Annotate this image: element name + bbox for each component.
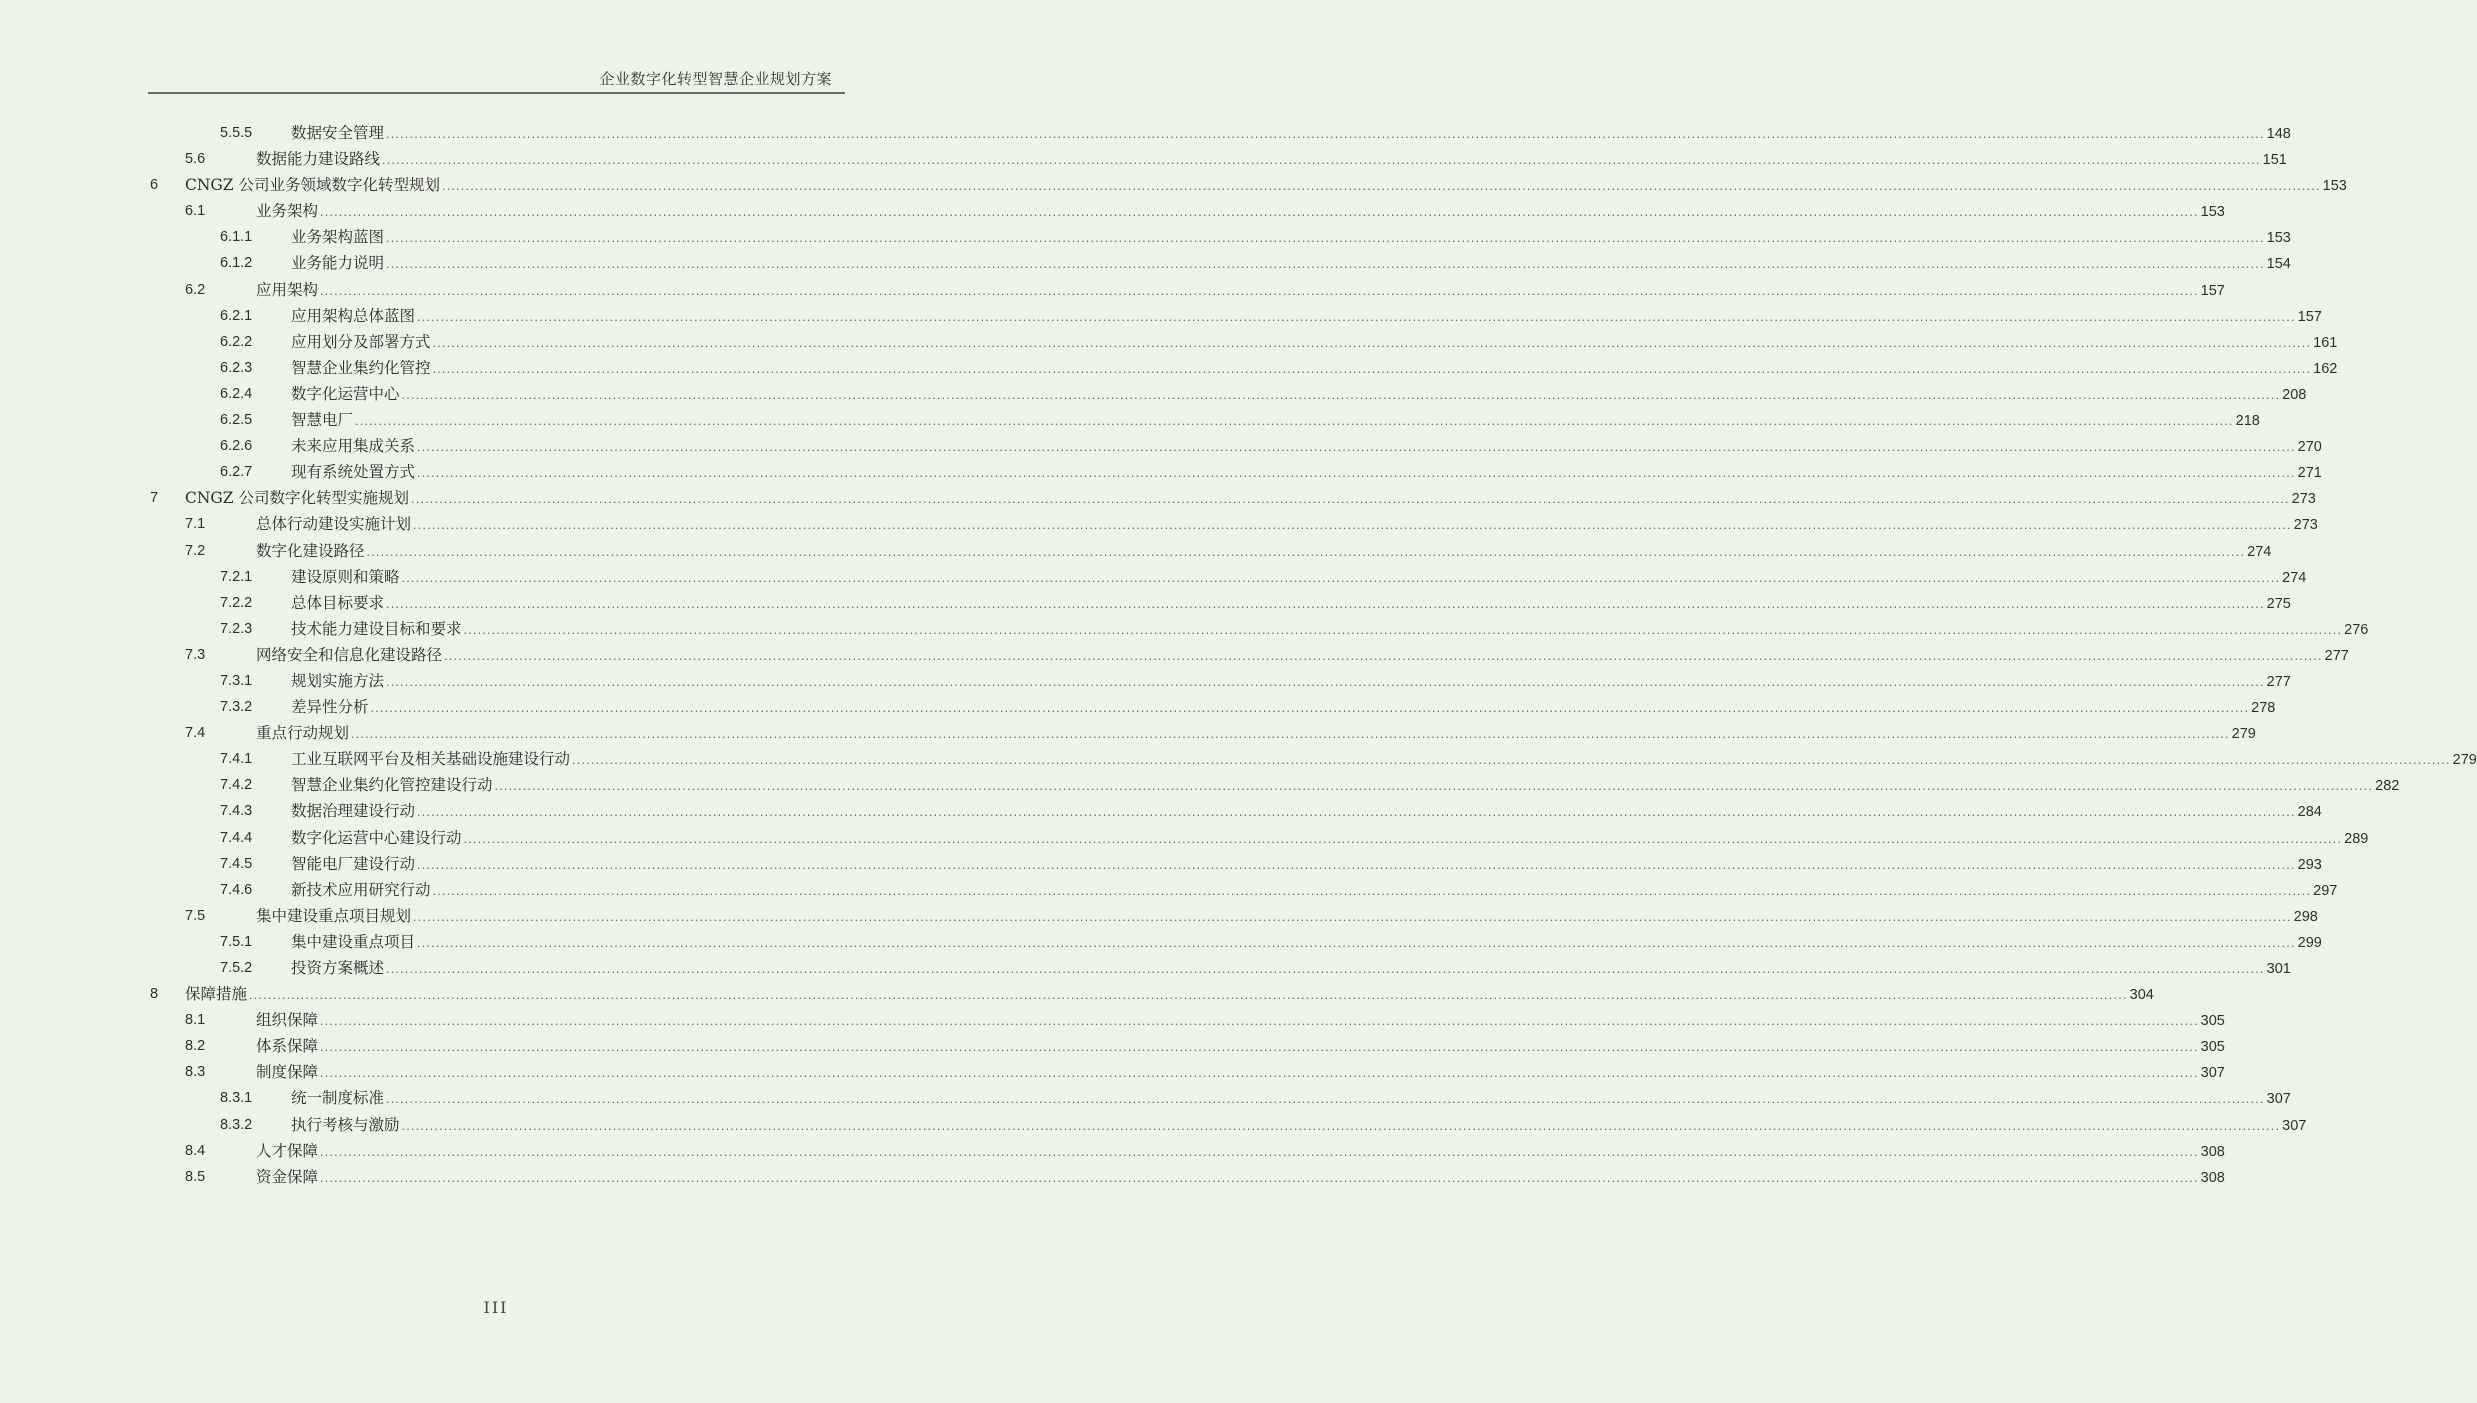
toc-entry[interactable] <box>0 825 2369 851</box>
header-divider <box>148 92 845 94</box>
toc-entry-title: 未来应用集成关系 <box>291 437 416 456</box>
toc-entry-line <box>291 564 2307 592</box>
toc-entry-line <box>291 955 2291 983</box>
toc-entry-line <box>291 381 2307 409</box>
toc-entry-page: 154 <box>2266 256 2291 273</box>
toc-entry-line <box>291 120 2291 148</box>
toc-entry-number: 7.4.2 <box>220 777 253 794</box>
toc-dot-leader: ................................................................................................................................................................................................................................................................................................................................................................................................................ <box>432 336 2312 350</box>
toc-entry-title: 统一制度标准 <box>291 1089 385 1108</box>
toc-entry-page: 151 <box>2262 152 2287 169</box>
toc-dot-leader: ................................................................................................................................................................................................................................................................................................................................................................................................................ <box>417 858 2296 872</box>
toc-entry[interactable] <box>0 616 2369 642</box>
toc-entry[interactable] <box>0 1033 2225 1059</box>
toc-entry-number: 7.3.1 <box>220 672 253 689</box>
toc-entry-page: 299 <box>2297 934 2322 951</box>
toc-entry-line <box>256 1033 2225 1061</box>
toc-entry[interactable] <box>0 590 2291 616</box>
toc-entry-number: 7.4.4 <box>220 829 253 846</box>
toc-entry-title: 网络安全和信息化建设路径 <box>256 645 443 664</box>
toc-entry-title: 现有系统处置方式 <box>291 463 416 482</box>
toc-dot-leader: ................................................................................................................................................................................................................................................................................................................................................................................................................ <box>355 415 2234 429</box>
toc-entry-title: 数据安全管理 <box>291 124 385 142</box>
toc-entry[interactable] <box>0 433 2322 459</box>
page-number: III <box>483 1298 509 1317</box>
toc-entry-line <box>291 616 2369 644</box>
toc-entry-line <box>256 720 2256 748</box>
toc-entry-number: 6.2.3 <box>220 359 253 376</box>
toc-entry-page: 279 <box>2231 726 2256 743</box>
toc-entry-title: 集中建设重点项目 <box>291 932 416 951</box>
toc-entry-title: 组织保障 <box>256 1011 319 1030</box>
toc-entry-number: 6.2.7 <box>220 464 253 481</box>
toc-entry-line <box>256 1138 2225 1166</box>
toc-dot-leader: ................................................................................................................................................................................................................................................................................................................................................................................................................ <box>366 545 2246 559</box>
toc-entry-page: 161 <box>2313 334 2338 351</box>
toc-entry-number: 6.2.2 <box>220 333 253 350</box>
toc-entry-number: 7.2.1 <box>220 568 253 585</box>
toc-entry-number: 8.4 <box>185 1142 206 1159</box>
toc-entry-page: 307 <box>2266 1091 2291 1108</box>
toc-entry-title: 新技术应用研究行动 <box>291 880 431 899</box>
toc-dot-leader: ................................................................................................................................................................................................................................................................................................................................................................................................................ <box>417 806 2296 820</box>
toc-entry-line <box>185 485 2316 513</box>
toc-entry-title: 数字化运营中心 <box>291 384 400 403</box>
toc-entry-number: 7.2.3 <box>220 620 253 637</box>
toc-entry-page: 157 <box>2200 282 2225 299</box>
toc-entry-page: 218 <box>2235 413 2260 430</box>
toc-entry-number: 7 <box>150 490 159 507</box>
toc-dot-leader: ................................................................................................................................................................................................................................................................................................................................................................................................................ <box>417 441 2296 455</box>
toc-entry-title: CNGZ 公司数字化转型实施规划 <box>185 489 410 508</box>
toc-entry[interactable] <box>0 981 2154 1007</box>
toc-entry-title: 保障措施 <box>185 985 248 1004</box>
toc-entry-line <box>291 407 2260 435</box>
toc-entry-number: 8.2 <box>185 1038 206 1055</box>
toc-entry-number: 6.2.6 <box>220 438 253 455</box>
toc-entry-line <box>291 798 2322 826</box>
toc-entry-number: 8.3.1 <box>220 1090 253 1107</box>
toc-entry-line <box>291 459 2322 487</box>
toc-entry-title: 智慧企业集约化管控 <box>291 358 431 377</box>
toc-entry-line <box>256 277 2225 305</box>
toc-entry-title: 投资方案概述 <box>291 959 385 977</box>
toc-dot-leader: ................................................................................................................................................................................................................................................................................................................................................................................................................ <box>444 649 2323 663</box>
toc-entry-title: 资金保障 <box>256 1167 319 1186</box>
toc-entry-title: 规划实施方法 <box>291 671 385 690</box>
toc-dot-leader: ................................................................................................................................................................................................................................................................................................................................................................................................................ <box>382 154 2261 168</box>
toc-entry-page: 273 <box>2293 517 2318 534</box>
toc-entry-page: 298 <box>2293 908 2318 925</box>
toc-entry[interactable] <box>0 198 2225 224</box>
toc-entry-page: 301 <box>2266 961 2291 977</box>
toc-entry-number: 7.4.3 <box>220 803 253 820</box>
toc-entry-line <box>256 903 2318 931</box>
toc-entry-number: 7.5.2 <box>220 960 253 976</box>
toc-entry-number: 7.5.1 <box>220 933 253 950</box>
toc-dot-leader: ................................................................................................................................................................................................................................................................................................................................................................................................................ <box>320 1067 2199 1081</box>
toc-entry-page: 275 <box>2266 595 2291 612</box>
toc-entry-page: 305 <box>2200 1013 2225 1030</box>
toc-entry[interactable] <box>0 538 2272 564</box>
toc-entry-number: 6.1.1 <box>220 229 253 246</box>
toc-entry[interactable] <box>0 642 2349 668</box>
toc-dot-leader: ................................................................................................................................................................................................................................................................................................................................................................................................................ <box>401 1119 2281 1133</box>
toc-entry-page: 157 <box>2297 308 2322 325</box>
toc-entry-line <box>185 981 2154 1009</box>
toc-entry-line <box>256 146 2287 174</box>
toc-dot-leader: ................................................................................................................................................................................................................................................................................................................................................................................................................ <box>320 1041 2199 1055</box>
toc-entry-line <box>291 772 2400 800</box>
toc-dot-leader: ................................................................................................................................................................................................................................................................................................................................................................................................................ <box>386 675 2265 689</box>
toc-dot-leader: ................................................................................................................................................................................................................................................................................................................................................................................................................ <box>442 180 2321 194</box>
toc-entry[interactable] <box>0 798 2322 824</box>
toc-entry-number: 6 <box>150 177 159 194</box>
toc-dot-leader: ................................................................................................................................................................................................................................................................................................................................................................................................................ <box>320 206 2199 220</box>
toc-entry-title: CNGZ 公司业务领域数字化转型规划 <box>185 176 441 195</box>
toc-entry-page: 153 <box>2200 204 2225 221</box>
toc-entry-number: 8.3.2 <box>220 1116 253 1133</box>
toc-entry-number: 6.1.2 <box>220 255 253 272</box>
toc-dot-leader: ................................................................................................................................................................................................................................................................................................................................................................................................................ <box>413 910 2292 924</box>
toc-entry[interactable] <box>0 851 2322 877</box>
toc-entry-number: 6.2.4 <box>220 385 253 402</box>
toc-entry[interactable] <box>0 1112 2307 1138</box>
toc-entry-title: 制度保障 <box>256 1063 319 1082</box>
toc-dot-leader: ................................................................................................................................................................................................................................................................................................................................................................................................................ <box>411 493 2290 507</box>
toc-entry-line <box>291 303 2322 331</box>
toc-entry-title: 总体目标要求 <box>291 593 385 612</box>
toc-entry-title: 应用架构总体蓝图 <box>291 306 416 325</box>
toc-entry[interactable] <box>0 746 2477 772</box>
toc-entry-line <box>291 929 2322 957</box>
toc-entry-line <box>291 329 2338 357</box>
toc-entry-line <box>256 642 2349 670</box>
toc-entry-title: 业务架构蓝图 <box>291 228 385 247</box>
toc-dot-leader: ................................................................................................................................................................................................................................................................................................................................................................................................................ <box>463 623 2343 637</box>
toc-entry-number: 6.2.5 <box>220 412 253 429</box>
toc-entry-number: 7.4.1 <box>220 751 253 768</box>
toc-entry-number: 7.4.6 <box>220 881 253 898</box>
toc-entry-line <box>291 877 2338 905</box>
toc-entry[interactable] <box>0 303 2322 329</box>
toc-entry-line <box>256 538 2272 566</box>
toc-entry-page: 308 <box>2200 1143 2225 1160</box>
toc-entry-page: 293 <box>2297 856 2322 873</box>
toc-dot-leader: ................................................................................................................................................................................................................................................................................................................................................................................................................ <box>320 1145 2199 1159</box>
toc-entry[interactable] <box>0 224 2291 250</box>
toc-entry[interactable] <box>0 511 2318 537</box>
toc-entry-page: 297 <box>2313 882 2338 899</box>
toc-entry-title: 执行考核与激励 <box>291 1115 400 1134</box>
toc-entry-line <box>256 511 2318 539</box>
toc-entry-number: 8.5 <box>185 1168 206 1185</box>
toc-entry-title: 应用划分及部署方式 <box>291 332 431 351</box>
toc-entry-page: 153 <box>2266 230 2291 247</box>
toc-dot-leader: ................................................................................................................................................................................................................................................................................................................................................................................................................ <box>320 1171 2199 1185</box>
toc-entry[interactable] <box>0 772 2400 798</box>
toc-entry-page: 308 <box>2200 1169 2225 1186</box>
toc-entry-line <box>291 746 2477 774</box>
toc-entry-page: 271 <box>2297 465 2322 482</box>
toc-entry-page: 307 <box>2200 1065 2225 1082</box>
toc-entry[interactable] <box>0 1059 2225 1085</box>
toc-dot-leader: ................................................................................................................................................................................................................................................................................................................................................................................................................ <box>417 936 2296 950</box>
toc-entry-line <box>291 355 2338 383</box>
toc-dot-leader: ................................................................................................................................................................................................................................................................................................................................................................................................................ <box>320 284 2199 298</box>
toc-entry-number: 6.1 <box>185 203 206 220</box>
toc-entry-page: 305 <box>2200 1039 2225 1056</box>
toc-entry-title: 总体行动建设实施计划 <box>256 515 412 534</box>
toc-entry-line <box>291 825 2369 853</box>
toc-entry-number: 8 <box>150 986 159 1003</box>
toc-entry-number: 8.3 <box>185 1064 206 1081</box>
toc-entry-line <box>291 1085 2291 1113</box>
toc-dot-leader: ................................................................................................................................................................................................................................................................................................................................................................................................................ <box>386 258 2265 272</box>
toc-entry-title: 数据能力建设路线 <box>256 150 381 169</box>
toc-entry-line <box>291 851 2322 879</box>
toc-entry[interactable] <box>0 485 2316 511</box>
toc-entry-title: 智慧企业集约化管控建设行动 <box>291 776 493 795</box>
toc-entry-title: 业务架构 <box>256 202 319 221</box>
toc-dot-leader: ................................................................................................................................................................................................................................................................................................................................................................................................................ <box>370 702 2250 716</box>
toc-entry[interactable] <box>0 407 2260 433</box>
toc-entry[interactable] <box>0 172 2347 198</box>
toc-dot-leader: ................................................................................................................................................................................................................................................................................................................................................................................................................ <box>401 571 2281 585</box>
toc-dot-leader: ................................................................................................................................................................................................................................................................................................................................................................................................................ <box>386 232 2265 246</box>
toc-dot-leader: ................................................................................................................................................................................................................................................................................................................................................................................................................ <box>386 597 2265 611</box>
toc-entry-page: 153 <box>2322 178 2347 195</box>
toc-entry-title: 智慧电厂 <box>291 411 354 430</box>
toc-entry-page: 276 <box>2344 621 2369 638</box>
toc-entry-line <box>291 250 2291 278</box>
toc-entry-page: 162 <box>2313 360 2338 377</box>
table-of-contents <box>0 120 2477 1190</box>
toc-entry-page: 304 <box>2129 987 2154 1004</box>
toc-entry-line <box>291 433 2322 461</box>
toc-entry[interactable] <box>0 329 2338 355</box>
toc-entry-number: 8.1 <box>185 1012 206 1029</box>
toc-entry-page: 277 <box>2266 673 2291 690</box>
toc-entry-page: 274 <box>2247 543 2272 560</box>
toc-dot-leader: ................................................................................................................................................................................................................................................................................................................................................................................................................ <box>351 728 2230 742</box>
toc-dot-leader: ................................................................................................................................................................................................................................................................................................................................................................................................................ <box>432 884 2312 898</box>
toc-entry-page: 289 <box>2344 830 2369 847</box>
toc-entry-title: 智能电厂建设行动 <box>291 854 416 873</box>
toc-entry[interactable] <box>0 564 2307 590</box>
toc-entry[interactable] <box>0 277 2225 303</box>
toc-entry-page: 208 <box>2282 386 2307 403</box>
toc-entry-number: 7.2.2 <box>220 594 253 611</box>
toc-entry[interactable] <box>0 146 2287 172</box>
toc-entry-title: 应用架构 <box>256 280 319 299</box>
toc-entry-page: 282 <box>2375 778 2400 795</box>
toc-entry-page: 279 <box>2452 752 2477 769</box>
toc-entry-line <box>291 590 2291 618</box>
toc-entry[interactable] <box>0 877 2338 903</box>
running-header-title: 企业数字化转型智慧企业规划方案 <box>599 70 832 88</box>
toc-entry[interactable] <box>0 1085 2291 1111</box>
toc-entry-number: 7.4.5 <box>220 855 253 872</box>
toc-entry-page: 277 <box>2324 647 2349 664</box>
toc-entry-page: 284 <box>2297 804 2322 821</box>
toc-entry-number: 6.2.1 <box>220 307 253 324</box>
toc-dot-leader: ................................................................................................................................................................................................................................................................................................................................................................................................................ <box>417 467 2296 481</box>
toc-entry-number: 7.4 <box>185 725 206 742</box>
toc-entry[interactable] <box>0 929 2322 955</box>
toc-dot-leader: ................................................................................................................................................................................................................................................................................................................................................................................................................ <box>249 989 2128 1003</box>
toc-entry-line <box>291 694 2276 722</box>
toc-entry[interactable] <box>0 903 2318 929</box>
toc-entry[interactable] <box>0 1007 2225 1033</box>
toc-entry-number: 6.2 <box>185 281 206 298</box>
toc-dot-leader: ................................................................................................................................................................................................................................................................................................................................................................................................................ <box>572 754 2451 768</box>
toc-entry-title: 体系保障 <box>256 1037 319 1056</box>
toc-entry-line <box>256 1164 2225 1192</box>
toc-entry-number: 7.1 <box>185 516 206 533</box>
toc-dot-leader: ................................................................................................................................................................................................................................................................................................................................................................................................................ <box>386 1093 2265 1107</box>
toc-entry-title: 人才保障 <box>256 1141 319 1160</box>
toc-entry-number: 7.3.2 <box>220 699 253 716</box>
toc-dot-leader: ................................................................................................................................................................................................................................................................................................................................................................................................................ <box>432 362 2312 376</box>
toc-dot-leader: ................................................................................................................................................................................................................................................................................................................................................................................................................ <box>494 780 2374 794</box>
toc-entry-number: 5.5.5 <box>220 125 253 141</box>
toc-entry-number: 7.3 <box>185 646 206 663</box>
toc-entry[interactable] <box>0 720 2256 746</box>
toc-entry-title: 技术能力建设目标和要求 <box>291 619 462 638</box>
toc-entry-line <box>256 198 2225 226</box>
toc-entry-page: 273 <box>2291 491 2316 508</box>
toc-entry-title: 工业互联网平台及相关基础设施建设行动 <box>291 750 571 769</box>
toc-dot-leader: ................................................................................................................................................................................................................................................................................................................................................................................................................ <box>320 1015 2199 1029</box>
toc-dot-leader: ................................................................................................................................................................................................................................................................................................................................................................................................................ <box>386 128 2265 141</box>
toc-entry-number: 7.2 <box>185 542 206 559</box>
toc-entry-line <box>291 1112 2307 1140</box>
toc-entry-page: 274 <box>2282 569 2307 586</box>
toc-entry[interactable] <box>0 355 2338 381</box>
toc-entry-number: 5.6 <box>185 151 206 168</box>
toc-entry-title: 业务能力说明 <box>291 254 385 273</box>
toc-entry-page: 278 <box>2251 700 2276 717</box>
toc-entry[interactable] <box>0 694 2276 720</box>
toc-entry-number: 7.5 <box>185 907 206 924</box>
toc-entry-line <box>291 224 2291 252</box>
toc-entry-title: 重点行动规划 <box>256 724 350 743</box>
toc-entry-line <box>256 1007 2225 1035</box>
toc-entry-page: 307 <box>2282 1117 2307 1134</box>
toc-dot-leader: ................................................................................................................................................................................................................................................................................................................................................................................................................ <box>417 310 2296 324</box>
toc-entry-title: 数据治理建设行动 <box>291 802 416 821</box>
toc-entry-page: 270 <box>2297 439 2322 456</box>
toc-dot-leader: ................................................................................................................................................................................................................................................................................................................................................................................................................ <box>413 519 2292 533</box>
toc-entry-line <box>256 1059 2225 1087</box>
toc-entry[interactable] <box>0 381 2307 407</box>
toc-entry[interactable] <box>0 459 2322 485</box>
toc-entry[interactable] <box>0 1138 2225 1164</box>
toc-dot-leader: ................................................................................................................................................................................................................................................................................................................................................................................................................ <box>463 832 2343 846</box>
toc-dot-leader: ................................................................................................................................................................................................................................................................................................................................................................................................................ <box>401 388 2281 402</box>
toc-entry-line <box>185 172 2347 200</box>
toc-entry[interactable] <box>0 250 2291 276</box>
toc-entry-title: 数字化运营中心建设行动 <box>291 828 462 847</box>
toc-entry-title: 建设原则和策略 <box>291 567 400 586</box>
toc-entry-title: 集中建设重点项目规划 <box>256 906 412 925</box>
toc-entry[interactable] <box>0 955 2291 981</box>
toc-entry-line <box>291 668 2291 696</box>
toc-entry[interactable] <box>0 668 2291 694</box>
toc-entry-title: 差异性分析 <box>291 698 369 717</box>
toc-dot-leader: ................................................................................................................................................................................................................................................................................................................................................................................................................ <box>386 963 2265 976</box>
toc-entry-title: 数字化建设路径 <box>256 541 365 560</box>
toc-entry[interactable] <box>0 120 2291 146</box>
toc-entry-page: 148 <box>2266 126 2291 142</box>
toc-entry[interactable] <box>0 1164 2225 1190</box>
